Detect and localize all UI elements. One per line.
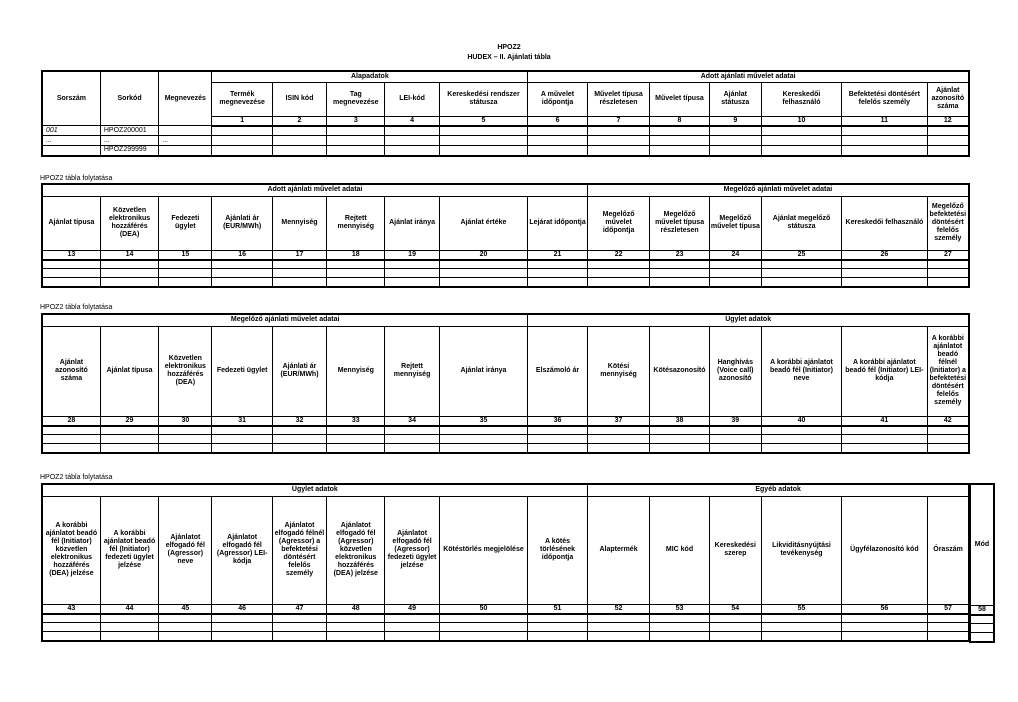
col-number: 3 xyxy=(327,116,385,126)
col-header: Ajánlat megelőző státusza xyxy=(761,196,841,250)
col-header: Ajánlat státusza xyxy=(709,82,761,116)
table-row xyxy=(42,260,969,269)
col-number: 55 xyxy=(761,604,841,614)
group-megelozo-ajanlati: Megelőző ajánlati művelet adatai xyxy=(42,314,528,326)
col-header: Megelőző művelet időpontja xyxy=(587,196,650,250)
col-number: 54 xyxy=(709,604,761,614)
col-number: 24 xyxy=(709,250,761,260)
col-number: 37 xyxy=(587,416,650,426)
col-number: 41 xyxy=(842,416,927,426)
col-number: 5 xyxy=(439,116,528,126)
col-number: 20 xyxy=(439,250,528,260)
col-header: A korábbi ajánlatot beadó félnél (Initiator) a befektetési döntésért felelős személy xyxy=(927,326,969,416)
col-number: 2 xyxy=(272,116,326,126)
group-egyeb-adatok: Egyéb adatok xyxy=(587,484,969,496)
row-sorszam: 001 xyxy=(42,126,100,136)
table-4 xyxy=(41,483,970,642)
col-number: 48 xyxy=(327,604,385,614)
col-number: 53 xyxy=(650,604,709,614)
col-number: 15 xyxy=(159,250,212,260)
row-megnevezes xyxy=(159,146,212,156)
col-number: 25 xyxy=(761,250,841,260)
col-number: 23 xyxy=(650,250,709,260)
row-sorkod: ... xyxy=(100,136,158,146)
col-header: Rejtett mennyiség xyxy=(385,326,439,416)
col-number: 57 xyxy=(927,604,969,614)
col-header: Megelőző művelet típusa xyxy=(709,196,761,250)
col-header: Kereskedési rendszer státusza xyxy=(439,82,528,116)
col-number: 18 xyxy=(327,250,385,260)
group-adott-ajanlati: Adott ajánlati művelet adatai xyxy=(528,71,969,82)
col-number: 39 xyxy=(709,416,761,426)
col-header: Kötési mennyiség xyxy=(587,326,650,416)
col-number: 8 xyxy=(650,116,709,126)
col-header: Ajánlatot elfogadó fél (Agressor) LEI-kódja xyxy=(212,496,272,604)
col-header: Ajánlat iránya xyxy=(439,326,528,416)
col-number: 50 xyxy=(439,604,528,614)
group-ugylet-adatok: Ügylet adatok xyxy=(42,484,587,496)
col-number: 34 xyxy=(385,416,439,426)
col-header: Likviditásnyújtási tevékenység xyxy=(761,496,841,604)
col-header: Közvetlen elektronikus hozzáférés (DEA) xyxy=(159,326,212,416)
col-header: Ajánlatot elfogadó fél (Agressor) fedezeti ügylet jelzése xyxy=(385,496,439,604)
col-header: A korábbi ajánlatot beadó fél (Initiator) LEI-kódja xyxy=(842,326,927,416)
col-header: A korábbi ajánlatot beadó fél (Initiator) közvetlen elektronikus hozzáférés (DEA) jelzése xyxy=(42,496,100,604)
col-number: 52 xyxy=(587,604,650,614)
col-header: Mód xyxy=(970,484,994,605)
group-ugylet-adatok: Ügylet adatok xyxy=(528,314,969,326)
col-number: 49 xyxy=(385,604,439,614)
table-1 xyxy=(41,70,970,157)
col-number: 56 xyxy=(842,604,927,614)
col-number: 28 xyxy=(42,416,100,426)
col-number: 33 xyxy=(327,416,385,426)
col-header: Hanghívás (Voice call) azonosító xyxy=(709,326,761,416)
col-number: 6 xyxy=(528,116,587,126)
col-header: Rejtett mennyiség xyxy=(327,196,385,250)
col-header: Fedezeti ügylet xyxy=(212,326,272,416)
col-sorkod: Sorkód xyxy=(100,71,158,126)
col-header: Kereskedői felhasználó xyxy=(761,82,841,116)
col-number: 22 xyxy=(587,250,650,260)
table-row xyxy=(42,146,969,156)
col-header: Ajánlatot elfogadó fél (Agressor) közvetlen elektronikus hozzáférés (DEA) jelzése xyxy=(327,496,385,604)
continuation-label: HPOZ2 tábla folytatása xyxy=(40,175,113,182)
col-header: Megelőző befektetési döntésért felelős személy xyxy=(927,196,969,250)
col-header: Óraszám xyxy=(927,496,969,604)
doc-title: HPOZ2 xyxy=(497,44,521,51)
table-2 xyxy=(41,183,970,288)
col-header: Ajánlat azonosító száma xyxy=(42,326,100,416)
col-header: Ajánlat típusa xyxy=(100,326,158,416)
col-header: Ajánlat értéke xyxy=(439,196,528,250)
table-row xyxy=(42,435,969,444)
table-3 xyxy=(41,313,970,454)
col-header: Tag megnevezése xyxy=(327,82,385,116)
col-header: Művelet típusa részletesen xyxy=(587,82,650,116)
col-megnevezes: Megnevezés xyxy=(159,71,212,126)
table-row xyxy=(42,126,969,136)
table-row xyxy=(42,623,969,632)
col-header: Ajánlatot elfogadó fél (Agressor) neve xyxy=(159,496,212,604)
table-row xyxy=(42,632,969,641)
col-header: A korábbi ajánlatot beadó fél (Initiator) fedezeti ügylet jelzése xyxy=(100,496,158,604)
table-row xyxy=(42,136,969,146)
col-number: 17 xyxy=(272,250,326,260)
col-number: 58 xyxy=(970,605,994,615)
table-row xyxy=(42,426,969,435)
row-megnevezes: ... xyxy=(159,136,212,146)
col-number: 27 xyxy=(927,250,969,260)
col-number: 42 xyxy=(927,416,969,426)
col-header: Ajánlat azonosító száma xyxy=(927,82,969,116)
col-number: 43 xyxy=(42,604,100,614)
col-number: 7 xyxy=(587,116,650,126)
col-number: 26 xyxy=(842,250,927,260)
col-number: 16 xyxy=(212,250,272,260)
col-number: 1 xyxy=(212,116,272,126)
col-header: A művelet időpontja xyxy=(528,82,587,116)
col-header: Ajánlat iránya xyxy=(385,196,439,250)
group-alapadatok: Alapadatok xyxy=(212,71,528,82)
col-number: 38 xyxy=(650,416,709,426)
col-header: Kereskedési szerep xyxy=(709,496,761,604)
doc-subtitle: HUDEX – II. Ajánlati tábla xyxy=(467,54,551,61)
col-number: 45 xyxy=(159,604,212,614)
col-header: Fedezeti ügylet xyxy=(159,196,212,250)
col-header: Mennyiség xyxy=(272,196,326,250)
row-megnevezes xyxy=(159,126,212,136)
col-number: 47 xyxy=(272,604,326,614)
row-sorszam: ... xyxy=(42,136,100,146)
col-number: 31 xyxy=(212,416,272,426)
col-header: Közvetlen elektronikus hozzáférés (DEA) xyxy=(100,196,158,250)
col-number: 12 xyxy=(927,116,969,126)
col-header: A korábbi ajánlatot beadó fél (Initiator) neve xyxy=(761,326,841,416)
col-header: A kötés törlésének időpontja xyxy=(528,496,587,604)
col-number: 46 xyxy=(212,604,272,614)
continuation-label: HPOZ2 tábla folytatása xyxy=(40,304,113,311)
col-header: MIC kód xyxy=(650,496,709,604)
col-number: 51 xyxy=(528,604,587,614)
col-header: Ajánlat típusa xyxy=(42,196,100,250)
col-number: 44 xyxy=(100,604,158,614)
row-sorkod: HPOZ200001 xyxy=(100,126,158,136)
col-header: LEI-kód xyxy=(385,82,439,116)
col-header: Kötéstörlés megjelölése xyxy=(439,496,528,604)
continuation-label: HPOZ2 tábla folytatása xyxy=(40,474,113,481)
table-row xyxy=(42,269,969,278)
table-row xyxy=(42,278,969,287)
col-header: Megelőző művelet típusa részletesen xyxy=(650,196,709,250)
col-number: 36 xyxy=(528,416,587,426)
row-sorszam xyxy=(42,146,100,156)
mod-column xyxy=(969,483,995,643)
col-number: 19 xyxy=(385,250,439,260)
group-megelozo-ajanlati: Megelőző ajánlati művelet adatai xyxy=(587,184,969,196)
col-header: Ügyfélazonosító kód xyxy=(842,496,927,604)
col-header: Ajánlati ár (EUR/MWh) xyxy=(212,196,272,250)
col-header: Ajánlati ár (EUR/MWh) xyxy=(272,326,326,416)
col-sorszam: Sorszám xyxy=(42,71,100,126)
col-number: 10 xyxy=(761,116,841,126)
col-header: Termék megnevezése xyxy=(212,82,272,116)
col-number: 29 xyxy=(100,416,158,426)
col-header: Művelet típusa xyxy=(650,82,709,116)
col-number: 35 xyxy=(439,416,528,426)
col-number: 13 xyxy=(42,250,100,260)
col-number: 30 xyxy=(159,416,212,426)
col-number: 9 xyxy=(709,116,761,126)
col-header: Kereskedői felhasználó xyxy=(842,196,927,250)
col-number: 32 xyxy=(272,416,326,426)
col-header: Ajánlatot elfogadó félnél (Agressor) a befektetési döntésért felelős személy xyxy=(272,496,326,604)
col-number: 11 xyxy=(842,116,927,126)
table-row xyxy=(42,614,969,623)
col-header: Mennyiség xyxy=(327,326,385,416)
group-adott-ajanlati: Adott ajánlati művelet adatai xyxy=(42,184,587,196)
row-sorkod: HPOZ299999 xyxy=(100,146,158,156)
col-header: Kötésazonosító xyxy=(650,326,709,416)
col-number: 14 xyxy=(100,250,158,260)
col-header: Alaptermék xyxy=(587,496,650,604)
col-header: Lejárat időpontja xyxy=(528,196,588,250)
col-header: Elszámoló ár xyxy=(528,326,587,416)
col-number: 21 xyxy=(528,250,588,260)
col-header: ISIN kód xyxy=(272,82,326,116)
col-header: Befektetési döntésért felelős személy xyxy=(842,82,927,116)
col-number: 40 xyxy=(761,416,841,426)
table-row xyxy=(42,444,969,453)
col-number: 4 xyxy=(385,116,439,126)
